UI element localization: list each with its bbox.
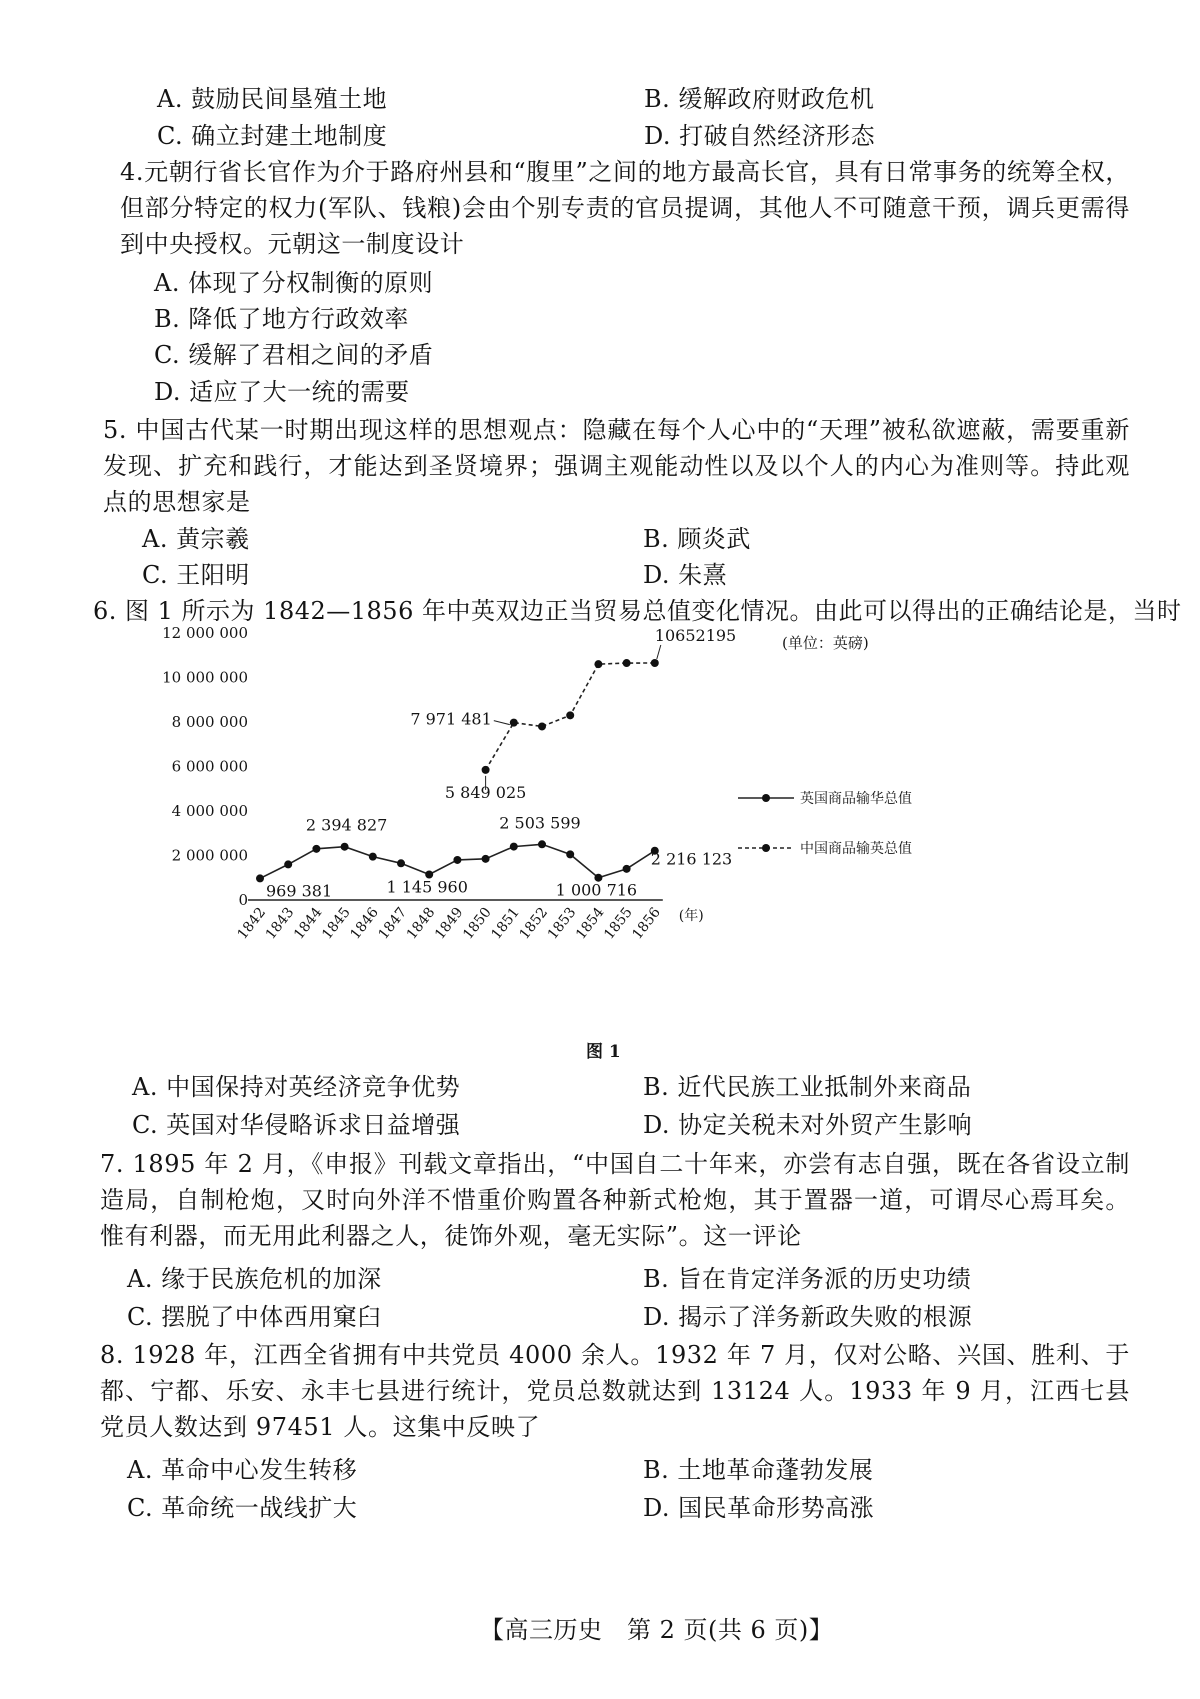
- legend-label: 中国商品输英总值: [800, 841, 912, 857]
- y-tick-label: 2 000 000: [171, 846, 248, 865]
- q7-stem: 7. 1895 年 2 月，《申报》刊载文章指出，“中国自二十年来，亦尝有志自强，既在各省设立制造局，自制枪炮，又时向外洋不惜重价购置各种新式枪炮，其于置器一道，可谓尽心焉耳矣。惟有利器，而无用此利器之人，徒饰外观，毫无实际”。这一评论: [100, 1150, 1130, 1250]
- data-label: 7 971 481: [410, 709, 492, 729]
- figure-caption: 图 1: [586, 1042, 621, 1062]
- q4-option-a: A. 体现了分权制衡的原则: [154, 269, 434, 297]
- y-tick-label: 10 000 000: [162, 668, 248, 687]
- data-label: 969 381: [266, 881, 333, 901]
- q3-option-b: B. 缓解政府财政危机: [644, 85, 875, 113]
- x-tick-label: 1851: [488, 904, 523, 943]
- x-tick-label: 1854: [573, 904, 608, 943]
- q3-option-a: A. 鼓励民间垦殖土地: [157, 85, 388, 113]
- q5-option-c: C. 王阳明: [142, 561, 250, 589]
- series-point: [651, 659, 659, 667]
- q7-option-d: D. 揭示了洋务新政失败的根源: [643, 1303, 973, 1331]
- q5-option-a: A. 黄宗羲: [142, 525, 250, 553]
- x-tick-label: 1856: [629, 904, 664, 943]
- q7-option-b: B. 旨在肯定洋务派的历史功绩: [643, 1265, 972, 1293]
- data-label: 10652195: [654, 625, 737, 645]
- leader-line: [657, 645, 661, 659]
- series-point: [510, 843, 518, 851]
- y-tick-label: 12 000 000: [162, 624, 248, 642]
- series-point: [623, 659, 631, 667]
- q6-option-d: D. 协定关税未对外贸产生影响: [643, 1111, 973, 1139]
- page-footer: 【高三历史 第 2 页(共 6 页)】: [480, 1616, 834, 1644]
- x-tick-label: 1849: [432, 904, 467, 943]
- data-label: 2 216 123: [650, 849, 733, 869]
- q6-option-c: C. 英国对华侵略诉求日益增强: [132, 1111, 461, 1139]
- x-tick-label: 1855: [601, 904, 636, 943]
- x-tick-label: 1848: [403, 904, 439, 943]
- y-tick-label: 0: [238, 891, 248, 909]
- q8-stem: 8. 1928 年，江西全省拥有中共党员 4000 余人。1932 年 7 月，仅对公略、兴国、胜利、于都、宁都、乐安、永丰七县进行统计，党员总数就达到 13124 人。1933 年 9 月，江西七县党员人数达到 97451 人。这集中反映了: [100, 1341, 1130, 1441]
- y-tick-label: 4 000 000: [171, 802, 248, 820]
- x-tick-label: 1846: [347, 904, 382, 943]
- series-point: [397, 859, 405, 867]
- q4-option-b: B. 降低了地方行政效率: [154, 305, 409, 333]
- q8-option-b: B. 土地革命蓬勃发展: [643, 1456, 874, 1484]
- series-point: [594, 660, 602, 668]
- x-tick-label: 1853: [544, 904, 580, 943]
- series-point: [566, 711, 574, 719]
- x-tick-label: 1842: [234, 904, 270, 943]
- legend-label: 英国商品输华总值: [800, 791, 912, 807]
- legend-marker: [762, 844, 770, 852]
- q7-option-a: A. 缘于民族危机的加深: [127, 1265, 382, 1293]
- q5-stem: 5. 中国古代某一时期出现这样的思想观点：隐藏在每个人心中的“天理”被私欲遮蔽，需要重新发现、扩充和践行，才能达到圣贤境界；强调主观能动性以及以个人的内心为准则等。持此观点的思想家是: [103, 416, 1130, 516]
- series-point: [538, 722, 546, 730]
- q7-option-c: C. 摆脱了中体西用窠臼: [127, 1303, 382, 1331]
- x-axis-label: (年): [678, 908, 704, 924]
- q4-stem: 4.元朝行省长官作为介于路府州县和“腹里”之间的地方最高长官，具有日常事务的统筹全权，但部分特定的权力(军队、钱粮)会由个别专责的官员提调，其他人不可随意干预，调兵更需得到中央授权。元朝这一制度设计: [120, 158, 1130, 258]
- series-point: [256, 874, 264, 882]
- series-point: [284, 860, 292, 868]
- q5-option-b: B. 顾炎武: [643, 525, 751, 553]
- q5-option-d: D. 朱熹: [643, 561, 728, 589]
- data-label: 1 145 960: [386, 877, 468, 897]
- q3-option-d: D. 打破自然经济形态: [644, 122, 876, 150]
- q6-stem: 6. 图 1 所示为 1842—1856 年中英双边正当贸易总值变化情况。由此可以得出的正确结论是，当时: [93, 597, 1182, 625]
- data-label: 2 503 599: [499, 813, 581, 833]
- q8-option-d: D. 国民革命形势高涨: [643, 1494, 875, 1522]
- y-tick-label: 6 000 000: [171, 757, 248, 776]
- x-tick-label: 1847: [375, 904, 411, 943]
- q6-option-b: B. 近代民族工业抵制外来商品: [643, 1073, 972, 1101]
- series-point: [369, 853, 377, 861]
- x-tick-label: 1850: [460, 904, 495, 943]
- y-tick-label: 8 000 000: [171, 713, 248, 731]
- chart-unit-label: (单位：英磅): [782, 634, 869, 652]
- series-point: [482, 855, 490, 863]
- series-point: [538, 840, 546, 848]
- q8-option-a: A. 革命中心发生转移: [127, 1456, 358, 1484]
- x-tick-label: 1844: [291, 904, 326, 943]
- series-point: [510, 719, 518, 727]
- series-point: [341, 843, 349, 851]
- series-point: [566, 850, 574, 858]
- x-tick-label: 1845: [319, 904, 354, 943]
- data-label: 2 394 827: [305, 815, 388, 835]
- legend-marker: [762, 794, 770, 802]
- q8-option-c: C. 革命统一战线扩大: [127, 1494, 358, 1522]
- q4-option-d: D. 适应了大一统的需要: [154, 378, 410, 406]
- series-point: [623, 865, 631, 873]
- leader-line: [494, 721, 510, 725]
- q4-option-c: C. 缓解了君相之间的矛盾: [154, 341, 434, 369]
- x-tick-label: 1843: [262, 904, 298, 943]
- series-point: [312, 845, 320, 853]
- series-point: [482, 766, 490, 774]
- q6-option-a: A. 中国保持对英经济竞争优势: [132, 1073, 461, 1101]
- x-tick-label: 1852: [516, 904, 552, 943]
- data-label: 1 000 716: [555, 880, 638, 900]
- q3-option-c: C. 确立封建土地制度: [157, 122, 388, 150]
- series-point: [453, 856, 461, 864]
- data-label: 5 849 025: [444, 782, 527, 802]
